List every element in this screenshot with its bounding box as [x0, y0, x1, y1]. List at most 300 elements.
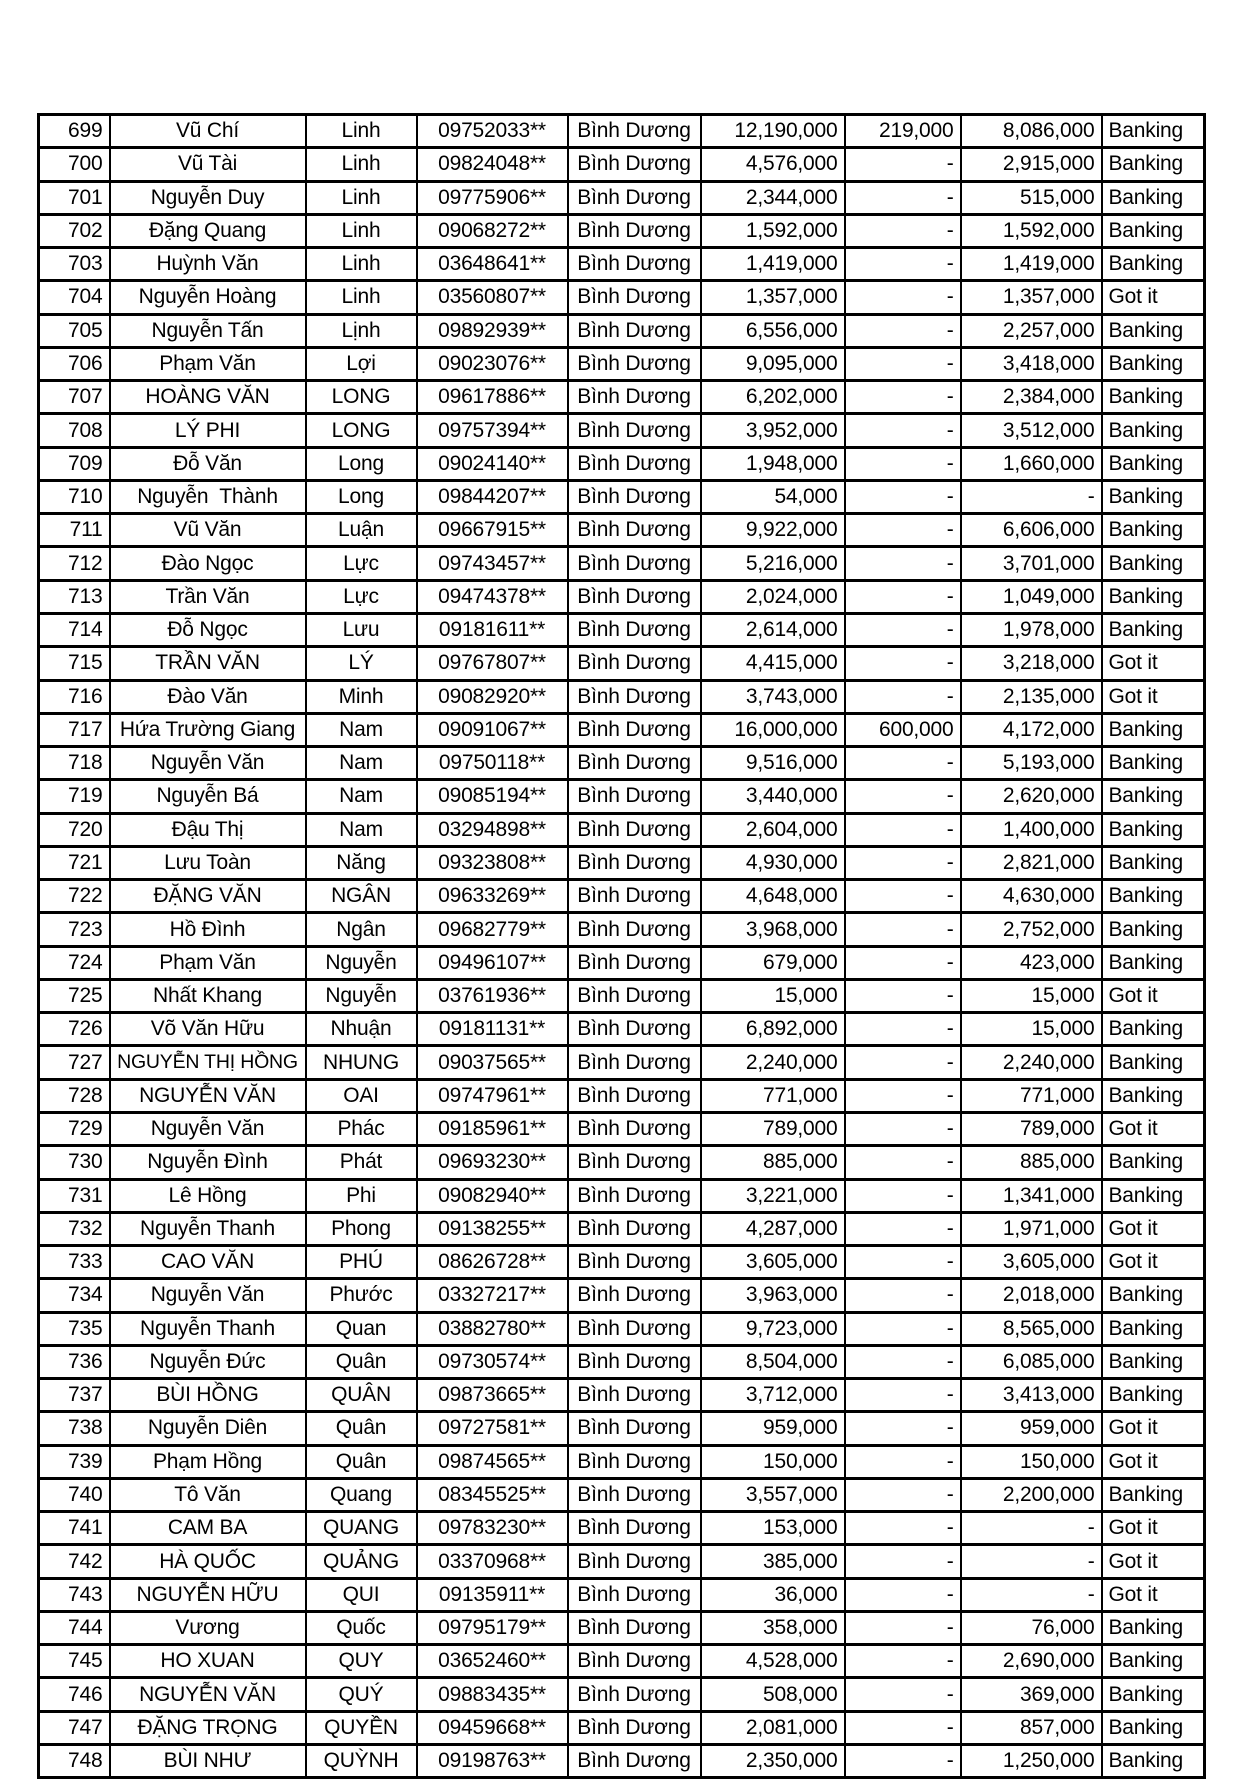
table-row	[39, 813, 1205, 846]
cell-row-number: 740	[39, 1478, 110, 1511]
cell-amount-3: 2,018,000	[961, 1279, 1102, 1312]
cell-status: Banking	[1102, 480, 1205, 513]
cell-last-name: Minh	[306, 680, 417, 713]
cell-province: Bình Dương	[568, 1578, 701, 1611]
cell-province: Bình Dương	[568, 314, 701, 347]
cell-amount-1: 508,000	[701, 1678, 845, 1711]
cell-phone-masked: 03761936**	[417, 979, 568, 1012]
cell-amount-2: -	[845, 381, 961, 414]
cell-province: Bình Dương	[568, 1445, 701, 1478]
cell-phone-masked: 09844207**	[417, 480, 568, 513]
table-row	[39, 414, 1205, 447]
cell-amount-1: 771,000	[701, 1079, 845, 1112]
cell-amount-3: 4,172,000	[961, 713, 1102, 746]
cell-status: Banking	[1102, 1745, 1205, 1778]
cell-first-name: Nguyễn Văn	[110, 1279, 306, 1312]
cell-province: Bình Dương	[568, 1279, 701, 1312]
cell-last-name: Linh	[306, 181, 417, 214]
cell-phone-masked: 09082940**	[417, 1179, 568, 1212]
cell-last-name: Nhuận	[306, 1013, 417, 1046]
cell-amount-1: 6,892,000	[701, 1013, 845, 1046]
cell-status: Banking	[1102, 880, 1205, 913]
cell-status: Got it	[1102, 1212, 1205, 1245]
table-row	[39, 1645, 1205, 1678]
cell-amount-1: 4,930,000	[701, 846, 845, 879]
cell-amount-1: 885,000	[701, 1146, 845, 1179]
cell-status: Banking	[1102, 1279, 1205, 1312]
cell-amount-2: -	[845, 1345, 961, 1378]
cell-status: Banking	[1102, 1478, 1205, 1511]
cell-last-name: OAI	[306, 1079, 417, 1112]
table-row	[39, 1279, 1205, 1312]
cell-phone-masked: 03370968**	[417, 1545, 568, 1578]
cell-row-number: 738	[39, 1412, 110, 1445]
cell-phone-masked: 09181611**	[417, 613, 568, 646]
cell-amount-2: -	[845, 281, 961, 314]
cell-row-number: 712	[39, 547, 110, 580]
cell-amount-3: 6,606,000	[961, 514, 1102, 547]
cell-first-name: NGUYỄN HỮU	[110, 1578, 306, 1611]
cell-last-name: Nam	[306, 780, 417, 813]
table-row	[39, 713, 1205, 746]
cell-last-name: Quang	[306, 1478, 417, 1511]
cell-amount-1: 3,743,000	[701, 680, 845, 713]
cell-status: Got it	[1102, 979, 1205, 1012]
cell-last-name: Nguyễn	[306, 979, 417, 1012]
cell-phone-masked: 03560807**	[417, 281, 568, 314]
cell-last-name: Phong	[306, 1212, 417, 1245]
cell-amount-1: 3,712,000	[701, 1379, 845, 1412]
cell-amount-1: 2,344,000	[701, 181, 845, 214]
cell-phone-masked: 09883435**	[417, 1678, 568, 1711]
cell-amount-1: 5,216,000	[701, 547, 845, 580]
cell-amount-3: 3,418,000	[961, 347, 1102, 380]
cell-phone-masked: 09750118**	[417, 747, 568, 780]
cell-last-name: Long	[306, 480, 417, 513]
cell-last-name: QUYỀN	[306, 1711, 417, 1744]
cell-amount-1: 8,504,000	[701, 1345, 845, 1378]
cell-row-number: 722	[39, 880, 110, 913]
cell-first-name: Vũ Tài	[110, 148, 306, 181]
cell-last-name: QUẢNG	[306, 1545, 417, 1578]
cell-amount-3: -	[961, 1578, 1102, 1611]
cell-row-number: 736	[39, 1345, 110, 1378]
table-row	[39, 1146, 1205, 1179]
cell-amount-1: 6,556,000	[701, 314, 845, 347]
table-row	[39, 1212, 1205, 1245]
cell-row-number: 713	[39, 580, 110, 613]
table-row	[39, 248, 1205, 281]
cell-row-number: 746	[39, 1678, 110, 1711]
cell-row-number: 707	[39, 381, 110, 414]
cell-status: Banking	[1102, 1146, 1205, 1179]
cell-phone-masked: 09743457**	[417, 547, 568, 580]
cell-province: Bình Dương	[568, 1412, 701, 1445]
cell-amount-3: 1,357,000	[961, 281, 1102, 314]
cell-province: Bình Dương	[568, 1478, 701, 1511]
cell-phone-masked: 09752033**	[417, 115, 568, 148]
contact-list-table	[37, 113, 1206, 1779]
cell-amount-2: 600,000	[845, 713, 961, 746]
cell-last-name: Năng	[306, 846, 417, 879]
cell-status: Banking	[1102, 381, 1205, 414]
cell-first-name: Đỗ Ngọc	[110, 613, 306, 646]
cell-phone-masked: 09682779**	[417, 913, 568, 946]
cell-status: Banking	[1102, 713, 1205, 746]
cell-row-number: 714	[39, 613, 110, 646]
table-row	[39, 1312, 1205, 1345]
cell-amount-1: 36,000	[701, 1578, 845, 1611]
cell-amount-1: 1,592,000	[701, 214, 845, 247]
cell-amount-3: 2,752,000	[961, 913, 1102, 946]
cell-phone-masked: 09068272**	[417, 214, 568, 247]
cell-row-number: 727	[39, 1046, 110, 1079]
cell-status: Banking	[1102, 1645, 1205, 1678]
table-row	[39, 1046, 1205, 1079]
cell-row-number: 717	[39, 713, 110, 746]
cell-province: Bình Dương	[568, 1711, 701, 1744]
cell-amount-1: 2,350,000	[701, 1745, 845, 1778]
table-row	[39, 647, 1205, 680]
cell-province: Bình Dương	[568, 1345, 701, 1378]
cell-province: Bình Dương	[568, 1079, 701, 1112]
cell-province: Bình Dương	[568, 1146, 701, 1179]
cell-phone-masked: 09138255**	[417, 1212, 568, 1245]
cell-status: Got it	[1102, 1246, 1205, 1279]
cell-status: Banking	[1102, 314, 1205, 347]
cell-amount-2: -	[845, 547, 961, 580]
cell-status: Banking	[1102, 214, 1205, 247]
cell-amount-3: 2,240,000	[961, 1046, 1102, 1079]
cell-first-name: Nguyễn Thanh	[110, 1312, 306, 1345]
table-row	[39, 181, 1205, 214]
cell-last-name: Quan	[306, 1312, 417, 1345]
cell-status: Got it	[1102, 680, 1205, 713]
cell-status: Got it	[1102, 1445, 1205, 1478]
cell-amount-1: 959,000	[701, 1412, 845, 1445]
cell-province: Bình Dương	[568, 1678, 701, 1711]
cell-row-number: 705	[39, 314, 110, 347]
cell-last-name: Quân	[306, 1412, 417, 1445]
cell-province: Bình Dương	[568, 514, 701, 547]
cell-amount-2: -	[845, 1611, 961, 1644]
cell-row-number: 735	[39, 1312, 110, 1345]
cell-province: Bình Dương	[568, 480, 701, 513]
cell-amount-3: 2,200,000	[961, 1478, 1102, 1511]
cell-province: Bình Dương	[568, 447, 701, 480]
cell-row-number: 728	[39, 1079, 110, 1112]
table-row	[39, 281, 1205, 314]
cell-status: Banking	[1102, 780, 1205, 813]
cell-status: Banking	[1102, 613, 1205, 646]
cell-amount-1: 679,000	[701, 946, 845, 979]
cell-province: Bình Dương	[568, 946, 701, 979]
table-row	[39, 1246, 1205, 1279]
cell-row-number: 700	[39, 148, 110, 181]
cell-status: Got it	[1102, 647, 1205, 680]
cell-province: Bình Dương	[568, 979, 701, 1012]
cell-amount-1: 358,000	[701, 1611, 845, 1644]
cell-amount-2: -	[845, 1079, 961, 1112]
table-row	[39, 1179, 1205, 1212]
cell-first-name: Nguyễn Bá	[110, 780, 306, 813]
cell-status: Banking	[1102, 248, 1205, 281]
cell-row-number: 745	[39, 1645, 110, 1678]
cell-amount-3: 4,630,000	[961, 880, 1102, 913]
cell-amount-2: -	[845, 680, 961, 713]
cell-last-name: Linh	[306, 148, 417, 181]
cell-amount-1: 9,095,000	[701, 347, 845, 380]
cell-amount-3: 1,250,000	[961, 1745, 1102, 1778]
cell-amount-3: 515,000	[961, 181, 1102, 214]
cell-phone-masked: 09727581**	[417, 1412, 568, 1445]
cell-first-name: NGUYỄN VĂN	[110, 1678, 306, 1711]
cell-row-number: 711	[39, 514, 110, 547]
cell-status: Banking	[1102, 148, 1205, 181]
cell-first-name: LÝ PHI	[110, 414, 306, 447]
cell-province: Bình Dương	[568, 148, 701, 181]
cell-amount-3: 1,978,000	[961, 613, 1102, 646]
cell-amount-1: 385,000	[701, 1545, 845, 1578]
cell-status: Banking	[1102, 1611, 1205, 1644]
table-row	[39, 1445, 1205, 1478]
cell-last-name: Phước	[306, 1279, 417, 1312]
cell-amount-1: 54,000	[701, 480, 845, 513]
cell-status: Got it	[1102, 1412, 1205, 1445]
cell-first-name: Huỳnh Văn	[110, 248, 306, 281]
cell-phone-masked: 03294898**	[417, 813, 568, 846]
cell-amount-1: 2,240,000	[701, 1046, 845, 1079]
cell-last-name: Linh	[306, 214, 417, 247]
table-row	[39, 846, 1205, 879]
cell-amount-1: 4,415,000	[701, 647, 845, 680]
cell-status: Banking	[1102, 414, 1205, 447]
cell-amount-3: 3,512,000	[961, 414, 1102, 447]
cell-status: Banking	[1102, 447, 1205, 480]
cell-first-name: BÙI NHƯ	[110, 1745, 306, 1778]
cell-province: Bình Dương	[568, 613, 701, 646]
cell-row-number: 709	[39, 447, 110, 480]
cell-amount-3: 8,086,000	[961, 115, 1102, 148]
cell-amount-3: 885,000	[961, 1146, 1102, 1179]
cell-first-name: Vũ Chí	[110, 115, 306, 148]
cell-phone-masked: 09767807**	[417, 647, 568, 680]
cell-first-name: Phạm Văn	[110, 347, 306, 380]
cell-last-name: QUÝ	[306, 1678, 417, 1711]
table-row	[39, 613, 1205, 646]
cell-amount-3: 2,690,000	[961, 1645, 1102, 1678]
cell-amount-2: -	[845, 979, 961, 1012]
table-row	[39, 1512, 1205, 1545]
cell-amount-3: 959,000	[961, 1412, 1102, 1445]
cell-amount-2: -	[845, 414, 961, 447]
cell-row-number: 719	[39, 780, 110, 813]
cell-first-name: Nguyễn Duy	[110, 181, 306, 214]
cell-amount-1: 4,528,000	[701, 1645, 845, 1678]
cell-row-number: 702	[39, 214, 110, 247]
cell-last-name: Long	[306, 447, 417, 480]
cell-phone-masked: 09783230**	[417, 1512, 568, 1545]
cell-row-number: 731	[39, 1179, 110, 1212]
cell-amount-2: -	[845, 1146, 961, 1179]
cell-last-name: Linh	[306, 281, 417, 314]
cell-status: Banking	[1102, 1046, 1205, 1079]
cell-first-name: Lưu Toàn	[110, 846, 306, 879]
cell-first-name: CAM BA	[110, 1512, 306, 1545]
cell-row-number: 744	[39, 1611, 110, 1644]
cell-row-number: 748	[39, 1745, 110, 1778]
cell-province: Bình Dương	[568, 680, 701, 713]
table-row	[39, 880, 1205, 913]
cell-amount-1: 3,440,000	[701, 780, 845, 813]
cell-status: Banking	[1102, 347, 1205, 380]
cell-province: Bình Dương	[568, 1212, 701, 1245]
cell-province: Bình Dương	[568, 1645, 701, 1678]
cell-phone-masked: 09181131**	[417, 1013, 568, 1046]
cell-amount-3: 1,971,000	[961, 1212, 1102, 1245]
cell-last-name: QUANG	[306, 1512, 417, 1545]
cell-status: Banking	[1102, 514, 1205, 547]
cell-first-name: Nguyễn Đình	[110, 1146, 306, 1179]
cell-first-name: NGUYỄN VĂN	[110, 1079, 306, 1112]
cell-amount-2: -	[845, 1179, 961, 1212]
cell-amount-3: 1,400,000	[961, 813, 1102, 846]
cell-amount-1: 16,000,000	[701, 713, 845, 746]
cell-first-name: Nguyễn Hoàng	[110, 281, 306, 314]
cell-amount-3: 3,701,000	[961, 547, 1102, 580]
cell-last-name: Quân	[306, 1345, 417, 1378]
table-row	[39, 514, 1205, 547]
cell-first-name: Tô Văn	[110, 1478, 306, 1511]
cell-amount-1: 3,221,000	[701, 1179, 845, 1212]
cell-row-number: 739	[39, 1445, 110, 1478]
cell-phone-masked: 09873665**	[417, 1379, 568, 1412]
cell-row-number: 715	[39, 647, 110, 680]
cell-province: Bình Dương	[568, 281, 701, 314]
cell-row-number: 706	[39, 347, 110, 380]
table-row	[39, 214, 1205, 247]
cell-row-number: 733	[39, 1246, 110, 1279]
cell-province: Bình Dương	[568, 780, 701, 813]
cell-amount-3: 76,000	[961, 1611, 1102, 1644]
cell-phone-masked: 09775906**	[417, 181, 568, 214]
cell-status: Banking	[1102, 1013, 1205, 1046]
cell-first-name: Đào Ngọc	[110, 547, 306, 580]
cell-last-name: Lưu	[306, 613, 417, 646]
cell-row-number: 703	[39, 248, 110, 281]
cell-amount-3: 1,049,000	[961, 580, 1102, 613]
cell-first-name: Đỗ Văn	[110, 447, 306, 480]
cell-amount-3: 3,605,000	[961, 1246, 1102, 1279]
cell-amount-1: 3,952,000	[701, 414, 845, 447]
cell-province: Bình Dương	[568, 1112, 701, 1145]
cell-amount-1: 2,024,000	[701, 580, 845, 613]
cell-province: Bình Dương	[568, 1046, 701, 1079]
cell-province: Bình Dương	[568, 580, 701, 613]
cell-first-name: Vương	[110, 1611, 306, 1644]
cell-last-name: Phi	[306, 1179, 417, 1212]
cell-first-name: Đặng Quang	[110, 214, 306, 247]
cell-status: Banking	[1102, 181, 1205, 214]
cell-amount-2: -	[845, 1013, 961, 1046]
cell-row-number: 699	[39, 115, 110, 148]
cell-province: Bình Dương	[568, 813, 701, 846]
table-row	[39, 447, 1205, 480]
cell-last-name: PHÚ	[306, 1246, 417, 1279]
cell-amount-2: -	[845, 148, 961, 181]
cell-province: Bình Dương	[568, 214, 701, 247]
cell-phone-masked: 09496107**	[417, 946, 568, 979]
cell-province: Bình Dương	[568, 1379, 701, 1412]
table-row	[39, 1412, 1205, 1445]
cell-amount-2: -	[845, 846, 961, 879]
cell-amount-2: -	[845, 314, 961, 347]
cell-amount-2: -	[845, 780, 961, 813]
cell-last-name: Linh	[306, 115, 417, 148]
cell-amount-2: -	[845, 214, 961, 247]
cell-phone-masked: 09633269**	[417, 880, 568, 913]
cell-phone-masked: 03882780**	[417, 1312, 568, 1345]
table-body	[39, 115, 1205, 1778]
cell-last-name: Linh	[306, 248, 417, 281]
cell-amount-2: -	[845, 347, 961, 380]
cell-status: Banking	[1102, 813, 1205, 846]
cell-last-name: Phát	[306, 1146, 417, 1179]
cell-first-name: Phạm Văn	[110, 946, 306, 979]
cell-row-number: 720	[39, 813, 110, 846]
cell-status: Got it	[1102, 1545, 1205, 1578]
cell-amount-1: 12,190,000	[701, 115, 845, 148]
cell-row-number: 725	[39, 979, 110, 1012]
cell-amount-2: -	[845, 1645, 961, 1678]
cell-amount-2: -	[845, 913, 961, 946]
cell-province: Bình Dương	[568, 747, 701, 780]
cell-last-name: QUỲNH	[306, 1745, 417, 1778]
cell-first-name: BÙI HỒNG	[110, 1379, 306, 1412]
cell-first-name: Nguyễn Tấn	[110, 314, 306, 347]
cell-amount-3: -	[961, 1512, 1102, 1545]
cell-province: Bình Dương	[568, 1611, 701, 1644]
cell-phone-masked: 09091067**	[417, 713, 568, 746]
cell-amount-2: -	[845, 181, 961, 214]
cell-first-name: Nguyễn Thanh	[110, 1212, 306, 1245]
cell-phone-masked: 09135911**	[417, 1578, 568, 1611]
cell-first-name: Lê Hồng	[110, 1179, 306, 1212]
cell-first-name: Nguyễn Văn	[110, 747, 306, 780]
cell-province: Bình Dương	[568, 1246, 701, 1279]
cell-last-name: Nam	[306, 813, 417, 846]
table-row	[39, 580, 1205, 613]
cell-phone-masked: 09474378**	[417, 580, 568, 613]
cell-amount-2: -	[845, 1745, 961, 1778]
cell-amount-3: 3,413,000	[961, 1379, 1102, 1412]
cell-amount-3: 1,592,000	[961, 214, 1102, 247]
cell-first-name: TRẦN VĂN	[110, 647, 306, 680]
table-row	[39, 1379, 1205, 1412]
cell-status: Banking	[1102, 846, 1205, 879]
cell-first-name: CAO VĂN	[110, 1246, 306, 1279]
cell-amount-3: 150,000	[961, 1445, 1102, 1478]
cell-amount-1: 9,723,000	[701, 1312, 845, 1345]
cell-first-name: HO XUAN	[110, 1645, 306, 1678]
cell-row-number: 743	[39, 1578, 110, 1611]
cell-amount-2: -	[845, 1512, 961, 1545]
cell-row-number: 732	[39, 1212, 110, 1245]
cell-amount-2: -	[845, 1112, 961, 1145]
cell-status: Got it	[1102, 281, 1205, 314]
cell-first-name: Nguyễn Đức	[110, 1345, 306, 1378]
cell-row-number: 724	[39, 946, 110, 979]
